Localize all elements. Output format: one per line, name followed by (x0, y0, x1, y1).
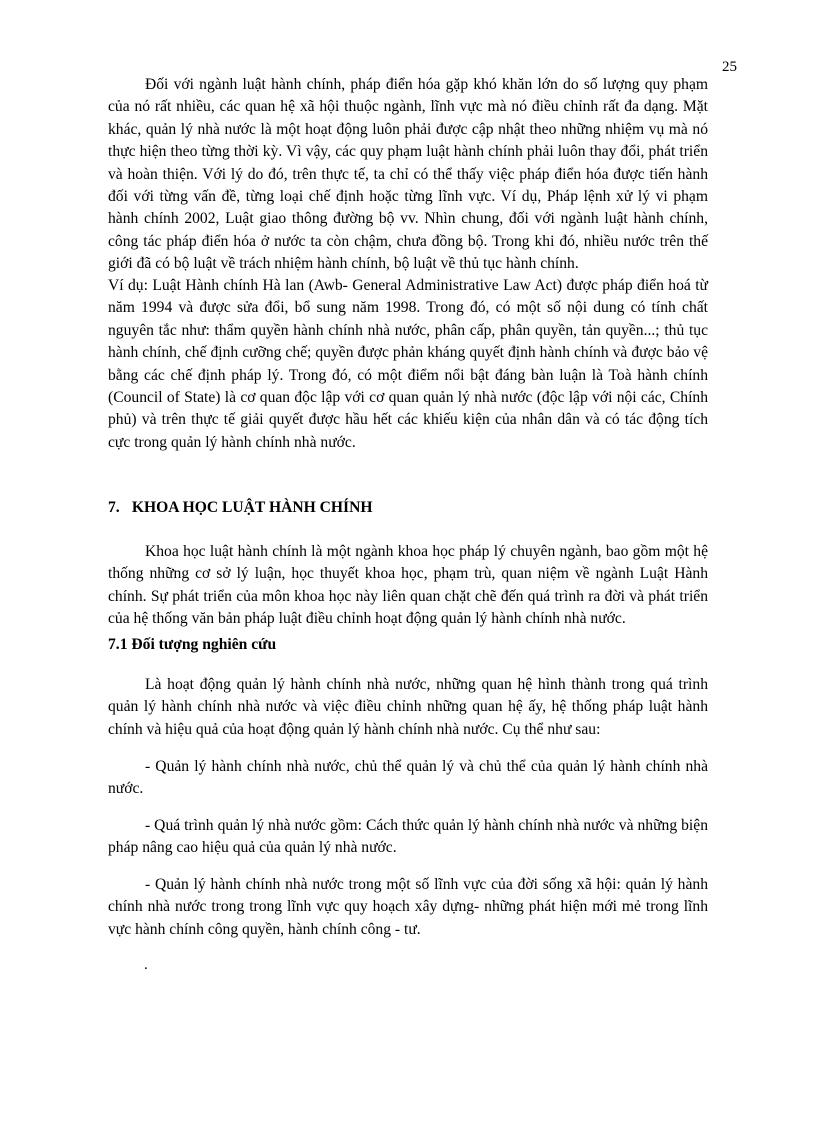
page-number: 25 (722, 59, 737, 75)
section-title: KHOA HỌC LUẬT HÀNH CHÍNH (131, 499, 373, 516)
trailing-dot: . (144, 957, 148, 973)
paragraph-research-object: Là hoạt động quản lý hành chính nhà nước, những quan hệ hình thành trong quá trình quản lý hành chính nhà nước và việc điều chỉnh những quan hệ ấy, hệ thống pháp luật hành chính và hiệu quả của hoạt động quản lý hành chính nhà nước. Cụ thể như sau: (108, 676, 708, 738)
list-item-3: - Quản lý hành chính nhà nước trong một số lĩnh vực của đời sống xã hội: quản lý hành chính nhà nước trong trong lĩnh vực quy hoạch xây dựng- những phát hiện mới mẻ trong lĩnh vực hành chính công quyền, hành chính công - tư. (108, 876, 708, 938)
subsection-heading-7-1: 7.1 Đối tượng nghiên cứu (108, 636, 277, 653)
paragraph-codification: Đối với ngành luật hành chính, pháp điển hóa gặp khó khăn lớn do số lượng quy phạm của nó rất nhiều, các quan hệ xã hội thuộc ngành, lĩnh vực mà nó điều chỉnh rất đa dạng. Mặt khác, quản lý nhà nước là một hoạt động luôn phải được cập nhật theo những nhiệm vụ mà nó thực hiện theo từng thời kỳ. Vì vậy, các quy phạm luật hành chính phải luôn thay đổi, phát triển và hoàn thiện. Với lý do đó, trên thực tế, ta chỉ có thể thấy việc pháp điển hóa được tiến hành đối với từng vấn đề, từng loại chế định hoặc từng lĩnh vực. Ví dụ, Pháp lệnh xử lý vi phạm hành chính 2002, Luật giao thông đường bộ vv. Nhìn chung, đối với ngành luật hành chính, công tác pháp điển hóa ở nước ta còn chậm, chưa đồng bộ. Trong khi đó, nhiều nước trên thế giới đã có bộ luật về trách nhiệm hành chính, bộ luật về thủ tục hành chính. (108, 76, 708, 273)
list-item-2: - Quá trình quản lý nhà nước gồm: Cách thức quản lý hành chính nhà nước và những biện pháp nâng cao hiệu quả của quản lý nhà nước. (108, 817, 708, 857)
paragraph-admin-law-science: Khoa học luật hành chính là một ngành khoa học pháp lý chuyên ngành, bao gồm một hệ thống những cơ sở lý luận, học thuyết khoa học, phạm trù, quan niệm về ngành Luật Hành chính. Sự phát triển của môn khoa học này liên quan chặt chẽ đến quá trình ra đời và phát triển của hệ thống văn bản pháp luật điều chỉnh hoạt động quản lý hành chính nhà nước. (108, 543, 708, 628)
section-number: 7. (108, 499, 120, 516)
paragraph-dutch-example: Ví dụ: Luật Hành chính Hà lan (Awb- General Administrative Law Act) được pháp điển hoá từ năm 1994 và được sửa đổi, bổ sung năm 1998. Trong đó, có một số nội dung có tính chất nguyên tắc như: thẩm quyền hành chính nhà nước, phân cấp, phân quyền, tản quyền...; thủ tục hành chính, chế định cưỡng chế; quyền được phản kháng quyết định hành chính và được bảo vệ bằng các chế định pháp lý. Trong đó, có một điểm nổi bật đáng bàn luận là Toà hành chính (Council of State) là cơ quan độc lập với cơ quan quản lý nhà nước (độc lập với nội các, Chính phủ) và trên thực tế giải quyết được hầu hết các khiếu kiện của nhân dân và có tác động tích cực trong quản lý hành chính nhà nước. (108, 277, 708, 451)
section-heading-7 (108, 497, 372, 519)
list-item-1: - Quản lý hành chính nhà nước, chủ thể quản lý và chủ thể của quản lý hành chính nhà nước. (108, 758, 708, 798)
